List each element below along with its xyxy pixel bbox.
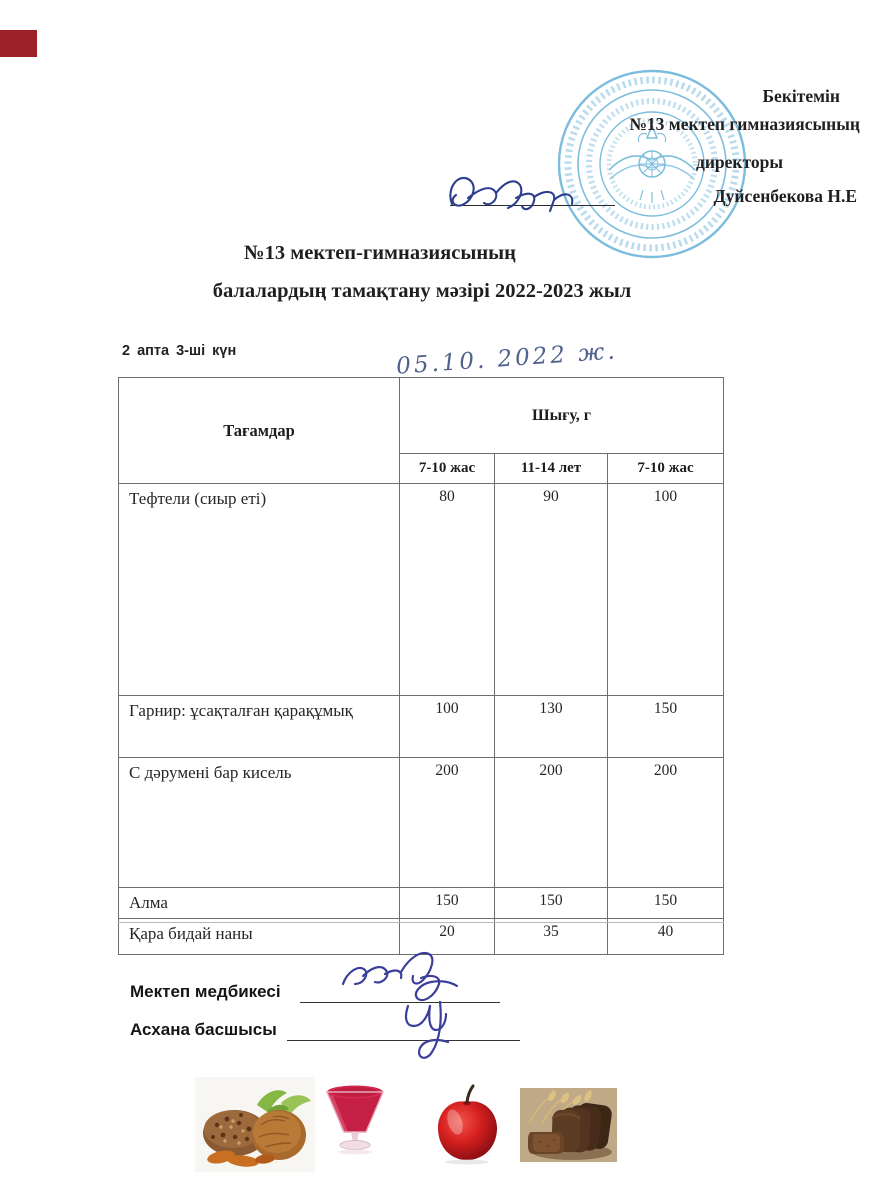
portion-value: 200 <box>608 758 724 888</box>
portion-value: 150 <box>495 888 608 919</box>
portion-value: 100 <box>608 484 724 696</box>
portion-value: 35 <box>495 919 608 955</box>
age-column-header: 7-10 жас <box>608 454 724 484</box>
portion-value: 20 <box>400 919 495 955</box>
document-title-line2: балалардың тамақтану мәзірі 2022-2023 жыл <box>212 280 632 302</box>
photo-buckwheat-meatballs-icon <box>195 1077 315 1172</box>
scan-red-corner-mark <box>0 30 37 57</box>
portion-value: 40 <box>608 919 724 955</box>
column-header-dishes: Тағамдар <box>119 378 400 484</box>
dish-name: Тефтели (сиыр еті) <box>119 484 400 696</box>
canteen-head-label: Асхана басшысы <box>130 1020 277 1039</box>
school-nurse-label: Мектеп медбикесі <box>130 982 281 1001</box>
dish-name: С дәрумені бар кисель <box>119 758 400 888</box>
table-row <box>119 758 724 888</box>
scan-double-border-artifact <box>118 922 724 923</box>
age-column-header: 11-14 лет <box>495 454 608 484</box>
menu-table <box>118 377 724 955</box>
column-header-output: Шығу, г <box>400 378 724 454</box>
week-day-label: 2 апта 3-ші күн <box>122 343 237 359</box>
handwritten-date: 05.10. 2022 ж. <box>395 338 619 380</box>
portion-value: 80 <box>400 484 495 696</box>
age-column-header: 7-10 жас <box>400 454 495 484</box>
canteen-signature-ink <box>390 996 480 1064</box>
portion-value: 200 <box>495 758 608 888</box>
table-row <box>119 696 724 758</box>
photo-red-apple-icon <box>433 1082 501 1166</box>
approval-director-line: директоры <box>695 152 783 172</box>
dish-name: Қара бидай наны <box>119 919 400 955</box>
dish-name: Алма <box>119 888 400 919</box>
portion-value: 90 <box>495 484 608 696</box>
portion-value: 200 <box>400 758 495 888</box>
approval-school-line: №13 мектеп гимназиясының <box>629 114 860 134</box>
director-signature-ink <box>438 170 620 222</box>
document-title-line1: №13 мектеп-гимназиясының <box>244 242 516 264</box>
dish-name: Гарнир: ұсақталған қарақұмық <box>119 696 400 758</box>
portion-value: 100 <box>400 696 495 758</box>
photo-rye-bread-icon <box>520 1088 617 1162</box>
portion-value: 150 <box>400 888 495 919</box>
table-row <box>119 888 724 919</box>
portion-value: 150 <box>608 888 724 919</box>
approval-word: Бекітемін <box>762 86 840 106</box>
approval-signatory-name: Дуйсенбекова Н.Е <box>713 186 857 206</box>
table-row <box>119 484 724 696</box>
photo-kissel-glass-icon <box>318 1078 392 1162</box>
portion-value: 130 <box>495 696 608 758</box>
portion-value: 150 <box>608 696 724 758</box>
